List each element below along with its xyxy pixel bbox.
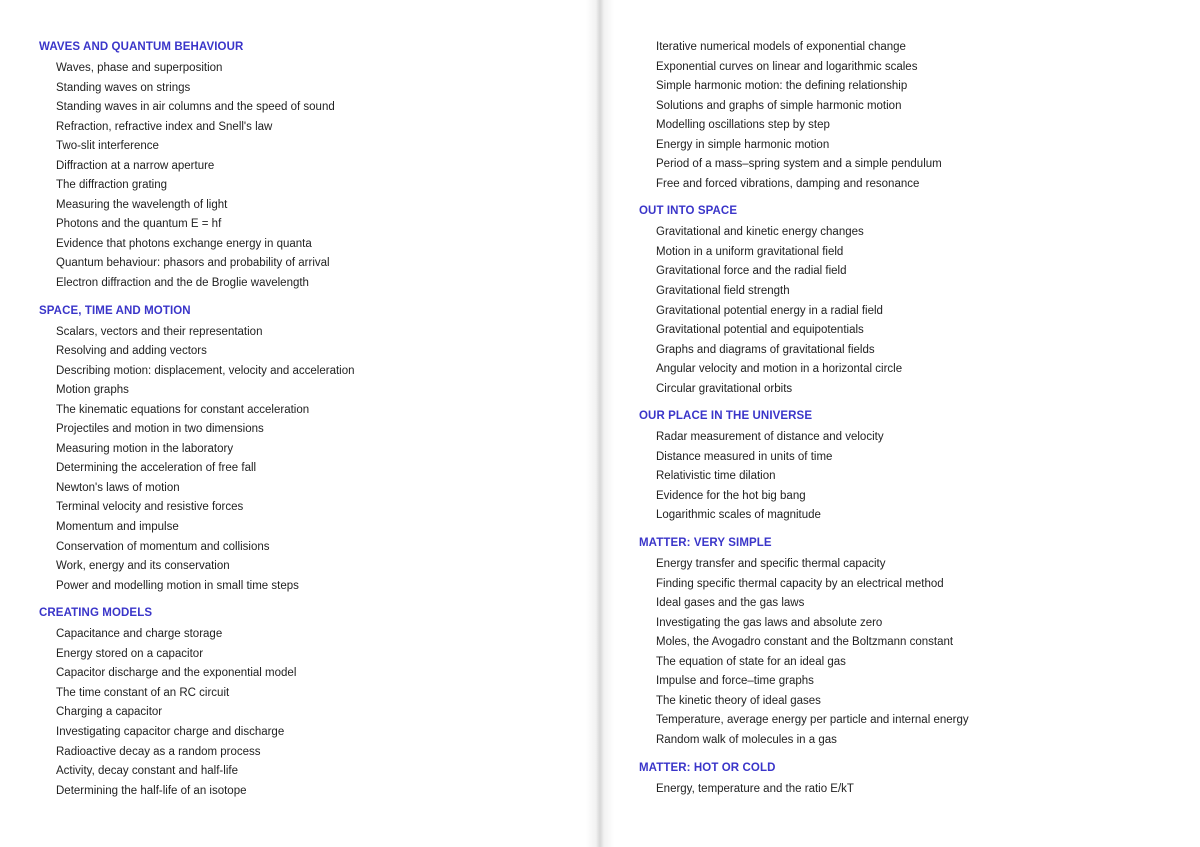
topic-entry: Investigating capacitor charge and discharge: [56, 725, 285, 738]
topic-entry: Gravitational and kinetic energy changes: [656, 226, 864, 239]
topic-list: [639, 223, 1179, 399]
topic-list: [639, 780, 1179, 800]
topic-entry: Power and modelling motion in small time steps: [56, 579, 299, 592]
topic-entry: Refraction, refractive index and Snell's law: [56, 120, 273, 133]
topic-entry: Graphs and diagrams of gravitational fields: [656, 343, 875, 356]
topic-entry: Circular gravitational orbits: [656, 382, 793, 395]
topic-entry: The diffraction grating: [56, 179, 168, 192]
topic-entry: Two-slit interference: [56, 140, 159, 153]
topic-entry: Motion in a uniform gravitational field: [656, 245, 844, 258]
topic-entry: Newton's laws of motion: [56, 481, 180, 494]
topic-entry: The kinetic theory of ideal gases: [656, 694, 821, 707]
topic-entry: Determining the acceleration of free fall: [56, 462, 257, 475]
topic-entry: Ideal gases and the gas laws: [656, 597, 805, 610]
topic-entry: Diffraction at a narrow aperture: [56, 159, 215, 172]
topic-entry: Solutions and graphs of simple harmonic motion: [656, 99, 902, 112]
topic-entry: Relativistic time dilation: [656, 470, 776, 483]
topic-entry: Work, energy and its conservation: [56, 560, 230, 573]
topic-entry: Distance measured in units of time: [656, 450, 833, 463]
topic-entry: Conservation of momentum and collisions: [56, 540, 270, 553]
topic-entry: Evidence for the hot big bang: [656, 489, 806, 502]
topic-entry: Logarithmic scales of magnitude: [656, 509, 821, 522]
topic-list: [39, 625, 579, 801]
topic-entry: Electron diffraction and the de Broglie wavelength: [56, 277, 309, 290]
topic-entry: Energy transfer and specific thermal capacity: [656, 558, 886, 571]
topic-entry: Waves, phase and superposition: [56, 62, 223, 74]
section-heading: WAVES AND QUANTUM BEHAVIOUR: [39, 41, 244, 53]
topic-entry: Resolving and adding vectors: [56, 345, 207, 358]
topic-entry: Gravitational potential and equipotentials: [656, 324, 864, 337]
section-heading: SPACE, TIME AND MOTION: [39, 304, 191, 317]
topic-entry: Standing waves in air columns and the speed of sound: [56, 101, 335, 114]
topic-entry: Motion graphs: [56, 384, 129, 397]
topic-entry: Energy in simple harmonic motion: [656, 138, 830, 151]
topic-entry: Free and forced vibrations, damping and resonance: [656, 177, 920, 190]
topic-entry: Gravitational field strength: [656, 285, 790, 298]
topic-entry: Iterative numerical models of exponential change: [656, 41, 906, 53]
topic-entry: Simple harmonic motion: the defining relationship: [656, 80, 908, 93]
section-heading: MATTER: HOT OR COLD: [639, 761, 776, 774]
topic-entry: Terminal velocity and resistive forces: [56, 501, 244, 514]
topic-entry: Measuring motion in the laboratory: [56, 442, 234, 455]
topic-entry: Investigating the gas laws and absolute zero: [656, 616, 883, 629]
topic-entry: Impulse and force–time graphs: [656, 675, 814, 688]
topic-list: [39, 323, 579, 597]
topic-list: [39, 59, 579, 294]
topic-entry: Evidence that photons exchange energy in quanta: [56, 237, 312, 250]
topic-entry: Modelling oscillations step by step: [656, 119, 830, 132]
topic-entry: Random walk of molecules in a gas: [656, 733, 837, 746]
topic-list: [639, 428, 1179, 526]
topic-entry: Radar measurement of distance and velocity: [656, 431, 884, 444]
topic-entry: Energy, temperature and the ratio E/kT: [656, 782, 854, 795]
topic-entry: Finding specific thermal capacity by an electrical method: [656, 577, 944, 590]
topic-entry: The equation of state for an ideal gas: [656, 655, 846, 668]
topic-entry: Measuring the wavelength of light: [56, 198, 228, 211]
topic-entry: Period of a mass–spring system and a simple pendulum: [656, 158, 942, 171]
section-heading: OUT INTO SPACE: [639, 205, 738, 218]
section-heading: MATTER: VERY SIMPLE: [639, 537, 772, 550]
topic-entry: The time constant of an RC circuit: [56, 686, 230, 699]
topic-entry: Projectiles and motion in two dimensions: [56, 423, 264, 436]
right-page: [600, 0, 1200, 847]
topic-entry: Gravitational force and the radial field: [656, 265, 847, 278]
topic-entry: Energy stored on a capacitor: [56, 647, 204, 660]
topic-entry: Determining the half-life of an isotope: [56, 784, 247, 797]
left-page-contents: [39, 38, 579, 801]
topic-entry: The kinematic equations for constant acceleration: [56, 403, 310, 416]
topic-entry: Exponential curves on linear and logarithmic scales: [656, 60, 918, 73]
topic-entry: Quantum behaviour: phasors and probability of arrival: [56, 257, 330, 270]
topic-entry: Photons and the quantum E = hf: [56, 218, 222, 231]
section-heading: CREATING MODELS: [39, 607, 153, 620]
topic-entry: Temperature, average energy per particle and internal energy: [656, 714, 969, 727]
topic-entry: Scalars, vectors and their representation: [56, 325, 263, 338]
topic-entry: Standing waves on strings: [56, 81, 191, 94]
right-page-contents: [639, 38, 1179, 799]
topic-entry: Angular velocity and motion in a horizontal circle: [656, 363, 903, 376]
topic-list: [639, 555, 1179, 750]
topic-entry: Capacitor discharge and the exponential model: [56, 667, 297, 680]
topic-entry: Capacitance and charge storage: [56, 628, 223, 641]
topic-entry: Radioactive decay as a random process: [56, 745, 261, 758]
topic-entry: Activity, decay constant and half-life: [56, 765, 238, 778]
topic-entry: Describing motion: displacement, velocity and acceleration: [56, 364, 355, 377]
section-heading: OUR PLACE IN THE UNIVERSE: [639, 410, 813, 423]
topic-entry: Charging a capacitor: [56, 706, 163, 719]
topic-entry: Momentum and impulse: [56, 521, 179, 534]
topic-entry: Moles, the Avogadro constant and the Boltzmann constant: [656, 636, 954, 649]
topic-list: [639, 38, 1179, 194]
topic-entry: Gravitational potential energy in a radial field: [656, 304, 883, 317]
